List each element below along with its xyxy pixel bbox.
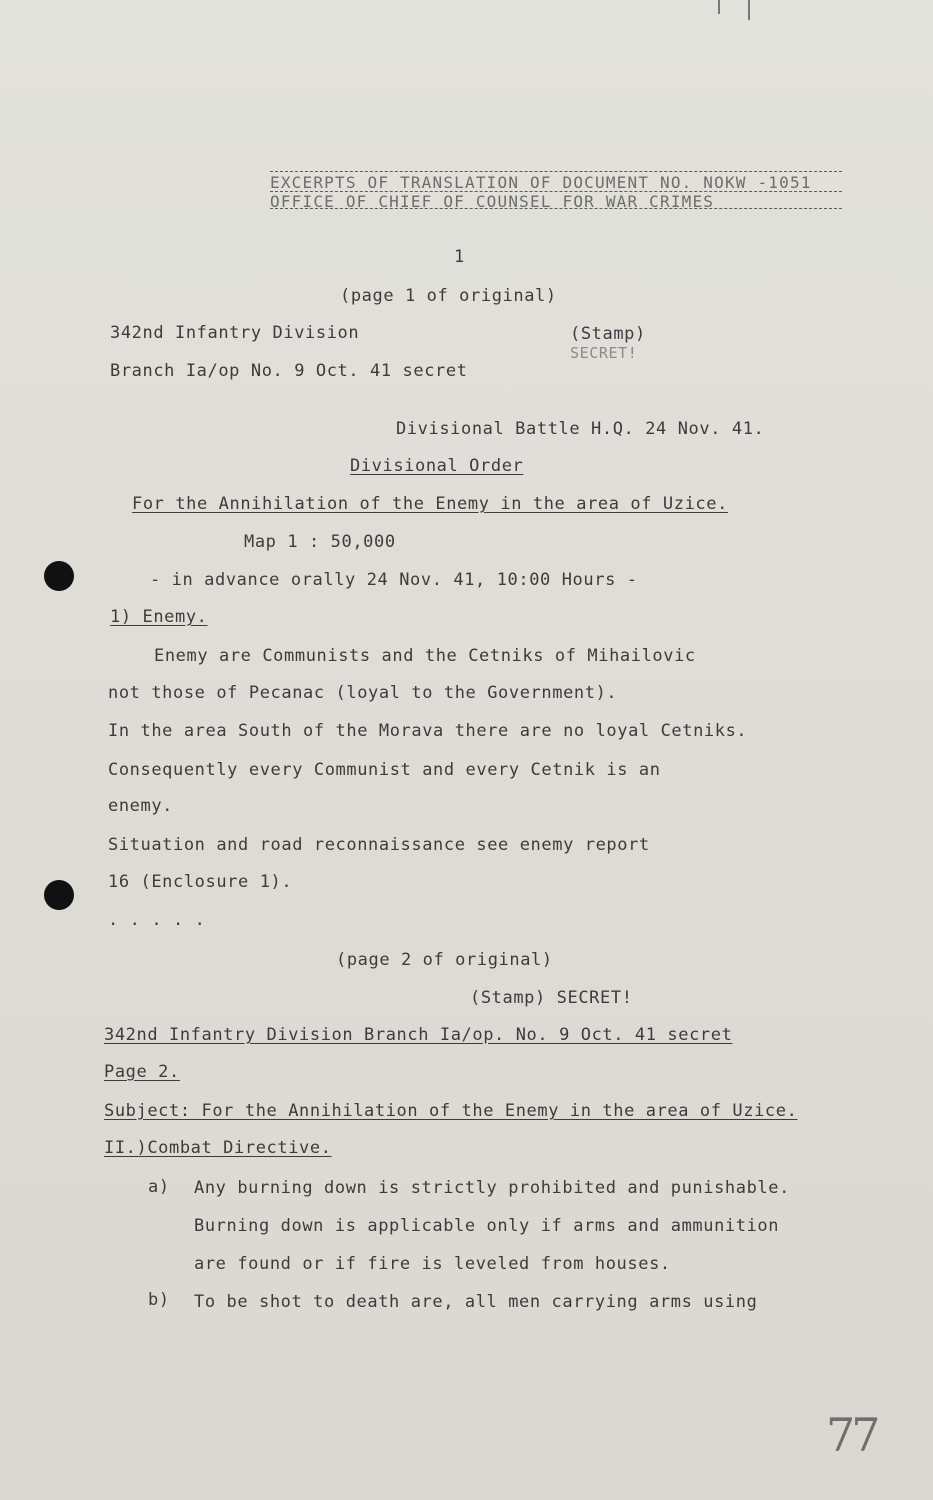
order-title: Divisional Order <box>350 456 524 476</box>
page-2-page: Page 2. <box>104 1062 180 1082</box>
stamp-2: (Stamp) SECRET! <box>470 988 633 1008</box>
item-b-line: To be shot to death are, all men carrying arms using <box>194 1292 758 1312</box>
hq-line: Divisional Battle H.Q. 24 Nov. 41. <box>396 419 765 439</box>
enemy-line: Consequently every Communist and every Cetnik is an <box>108 760 661 780</box>
order-subject: For the Annihilation of the Enemy in the area of Uzice. <box>132 494 728 514</box>
branch-line: Branch Ia/op No. 9 Oct. 41 secret <box>110 361 468 381</box>
item-a-line: Any burning down is strictly prohibited and punishable. <box>194 1178 790 1198</box>
top-edge-mark <box>748 0 750 20</box>
enemy-line: not those of Pecanac (loyal to the Government). <box>108 683 618 703</box>
punch-hole <box>44 561 74 591</box>
item-a-line: Burning down is applicable only if arms and ammunition <box>194 1216 780 1236</box>
ellipsis: . . . . . <box>108 910 206 930</box>
punch-hole <box>44 880 74 910</box>
enemy-line: enemy. <box>108 796 174 816</box>
section-2-heading: II.)Combat Directive. <box>104 1138 332 1158</box>
map-line: Map 1 : 50,000 <box>244 532 396 552</box>
stamp-label: (Stamp) <box>570 324 646 344</box>
stamp-secret: SECRET! <box>570 344 638 362</box>
section-1-heading: 1) Enemy. <box>110 607 208 627</box>
page-2-label: (page 2 of original) <box>336 950 553 970</box>
advance-line: - in advance orally 24 Nov. 41, 10:00 Hours - <box>150 570 638 590</box>
header-rule <box>270 171 842 172</box>
page-1-label: (page 1 of original) <box>340 286 557 306</box>
header-rule <box>270 208 842 209</box>
item-a-line: are found or if fire is leveled from houses. <box>194 1254 671 1274</box>
item-a-marker: a) <box>148 1177 170 1197</box>
division-name: 342nd Infantry Division <box>110 323 360 343</box>
page-number: 1 <box>454 247 465 267</box>
enemy-line: In the area South of the Morava there are no loyal Cetniks. <box>108 721 748 741</box>
page-2-subject: Subject: For the Annihilation of the Enemy in the area of Uzice. <box>104 1101 798 1121</box>
handwritten-page-number: 77 <box>826 1408 877 1462</box>
enemy-line: Enemy are Communists and the Cetniks of Mihailovic <box>154 646 696 666</box>
top-edge-mark <box>718 0 720 14</box>
item-b-marker: b) <box>148 1290 170 1310</box>
header-line-2: OFFICE OF CHIEF OF COUNSEL FOR WAR CRIMES <box>270 192 715 211</box>
header-line-1: EXCERPTS OF TRANSLATION OF DOCUMENT NO. NOKW -1051 <box>270 173 812 192</box>
page-2-reference: 342nd Infantry Division Branch Ia/op. No. 9 Oct. 41 secret <box>104 1025 733 1045</box>
enemy-line: 16 (Enclosure 1). <box>108 872 293 892</box>
enemy-line: Situation and road reconnaissance see enemy report <box>108 835 650 855</box>
